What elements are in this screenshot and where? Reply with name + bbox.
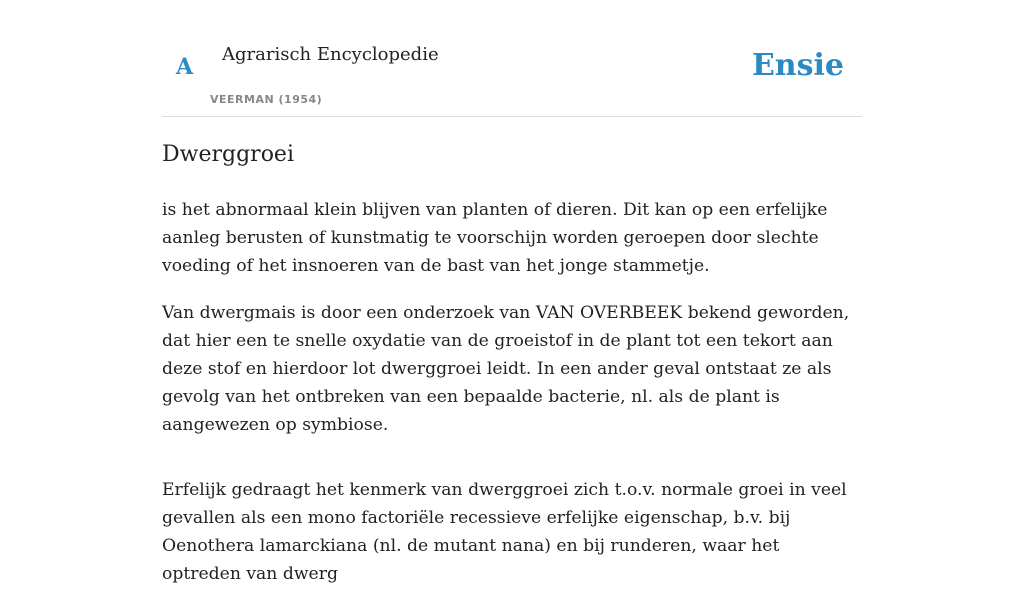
encyclopedia-title[interactable]: Agrarisch Encyclopedie (222, 44, 439, 65)
encyclopedia-letter-icon: A (176, 54, 194, 80)
encyclopedia-author: VEERMAN (1954) (210, 93, 323, 106)
article-body (162, 140, 862, 607)
encyclopedia-header (162, 0, 862, 117)
article-paragraph: Van dwergmais is door een onderzoek van VAN OVERBEEK bekend geworden, dat hier een te snelle oxydatie van de groeistof in de plant tot een tekort aan deze stof en hierdoor lot dwerggroei leidt. In een ander geval ontstaat ze als gevolg van het ontbreken van een bepaalde bacterie, nl. als de plant is aangewezen op symbiose. (162, 303, 850, 435)
article-title: Dwerggroei (162, 142, 294, 167)
ensie-logo-link[interactable]: Ensie (751, 48, 844, 83)
article-paragraph: Erfelijk gedraagt het kenmerk van dwerggroei zich t.o.v. normale groei in veel gevallen als een mono factoriële recessieve erfelijke eigenschap, b.v. bij Oenothera lamarckiana (nl. de mutant nana) en bij runderen, waar het optreden van dwerg (162, 480, 847, 584)
article-paragraph: is het abnormaal klein blijven van planten of dieren. Dit kan op een erfelijke aanleg berusten of kunstmatig te voorschijn worden geroepen door slechte voeding of het insnoeren van de bast van het jonge stammetje. (162, 200, 828, 276)
